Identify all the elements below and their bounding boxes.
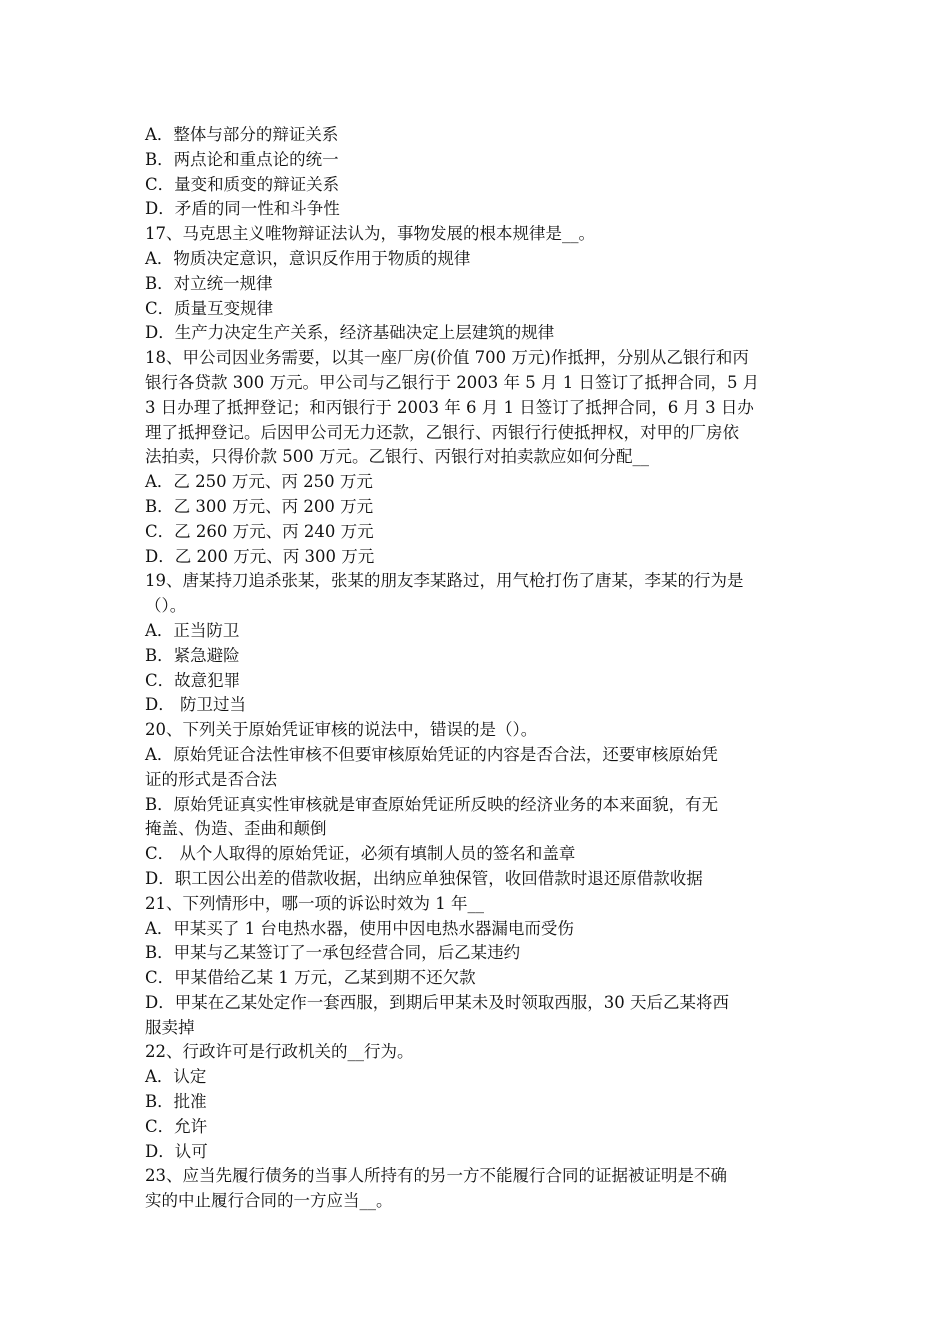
question-23: 23、应当先履行债务的当事人所持有的另一方不能履行合同的证据被证明是不确 xyxy=(145,1166,727,1186)
answer-option: B．甲某与乙某签订了一承包经营合同，后乙某违约 xyxy=(145,943,521,963)
answer-option: D．乙 200 万元、丙 300 万元 xyxy=(145,546,375,566)
question-20: 20、下列关于原始凭证审核的说法中，错误的是（）。 xyxy=(145,720,538,740)
answer-option-continued: 服卖掉 xyxy=(145,1017,195,1037)
question-22: 22、行政许可是行政机关的__行为。 xyxy=(145,1042,414,1062)
answer-option: C． 从个人取得的原始凭证，必须有填制人员的签名和盖章 xyxy=(145,844,576,864)
question-18-continued: 理了抵押登记。后因甲公司无力还款，乙银行、丙银行行使抵押权，对甲的厂房依 xyxy=(145,422,739,442)
answer-option-continued: 掩盖、伪造、歪曲和颠倒 xyxy=(145,819,327,839)
answer-option: C．量变和质变的辩证关系 xyxy=(145,174,340,194)
answer-option: D． 防卫过当 xyxy=(145,695,246,715)
answer-option: C．故意犯罪 xyxy=(145,670,241,690)
answer-option: D．矛盾的同一性和斗争性 xyxy=(145,199,340,219)
answer-option: B．乙 300 万元、丙 200 万元 xyxy=(145,496,374,516)
question-18-continued: 3 日办理了抵押登记；和丙银行于 2003 年 6 月 1 日签订了抵押合同，6 月 3 日办 xyxy=(145,397,754,417)
answer-option: D．生产力决定生产关系，经济基础决定上层建筑的规律 xyxy=(145,323,555,343)
question-18: 18、甲公司因业务需要，以其一座厂房(价值 700 万元)作抵押，分别从乙银行和丙 xyxy=(145,348,749,368)
question-17: 17、马克思主义唯物辩证法认为，事物发展的根本规律是__。 xyxy=(145,224,595,244)
answer-option: A．认定 xyxy=(145,1067,207,1087)
document-page xyxy=(145,123,813,1214)
answer-option: C．允许 xyxy=(145,1116,208,1136)
answer-option: C．质量互变规律 xyxy=(145,298,274,318)
answer-option: D．甲某在乙某处定作一套西服，到期后甲某未及时领取西服，30 天后乙某将西 xyxy=(145,992,729,1012)
answer-option: A．整体与部分的辩证关系 xyxy=(145,125,339,144)
answer-option: A．乙 250 万元、丙 250 万元 xyxy=(145,472,373,492)
question-21: 21、下列情形中，哪一项的诉讼时效为 1 年__ xyxy=(145,893,484,913)
answer-option: B．紧急避险 xyxy=(145,645,240,665)
question-19-continued: （）。 xyxy=(145,596,187,616)
answer-option: C．甲某借给乙某 1 万元，乙某到期不还欠款 xyxy=(145,968,476,988)
question-19: 19、唐某持刀追杀张某，张某的朋友李某路过，用气枪打伤了唐某，李某的行为是 xyxy=(145,571,744,591)
answer-option-continued: 证的形式是否合法 xyxy=(145,769,277,789)
answer-option: B．对立统一规律 xyxy=(145,273,273,293)
answer-option: B．两点论和重点论的统一 xyxy=(145,149,339,169)
answer-option: D．职工因公出差的借款收据，出纳应单独保管，收回借款时退还原借款收据 xyxy=(145,868,703,888)
answer-option: B．批准 xyxy=(145,1092,207,1112)
answer-option: A．原始凭证合法性审核不但要审核原始凭证的内容是否合法，还要审核原始凭 xyxy=(145,744,718,764)
answer-option: A．物质决定意识，意识反作用于物质的规律 xyxy=(145,248,471,268)
answer-option: B．原始凭证真实性审核就是审查原始凭证所反映的经济业务的本来面貌，有无 xyxy=(145,794,719,814)
question-23-continued: 实的中止履行合同的一方应当__。 xyxy=(145,1191,393,1211)
answer-option: A．甲某买了 1 台电热水器，使用中因电热水器漏电而受伤 xyxy=(145,918,574,938)
answer-option: A．正当防卫 xyxy=(145,620,240,640)
answer-option: D．认可 xyxy=(145,1141,208,1161)
question-18-continued: 银行各贷款 300 万元。甲公司与乙银行于 2003 年 5 月 1 日签订了抵押合同，5 月 xyxy=(145,372,760,392)
answer-option: C．乙 260 万元、丙 240 万元 xyxy=(145,521,374,541)
question-18-continued: 法拍卖，只得价款 500 万元。乙银行、丙银行对拍卖款应如何分配__ xyxy=(145,447,649,467)
